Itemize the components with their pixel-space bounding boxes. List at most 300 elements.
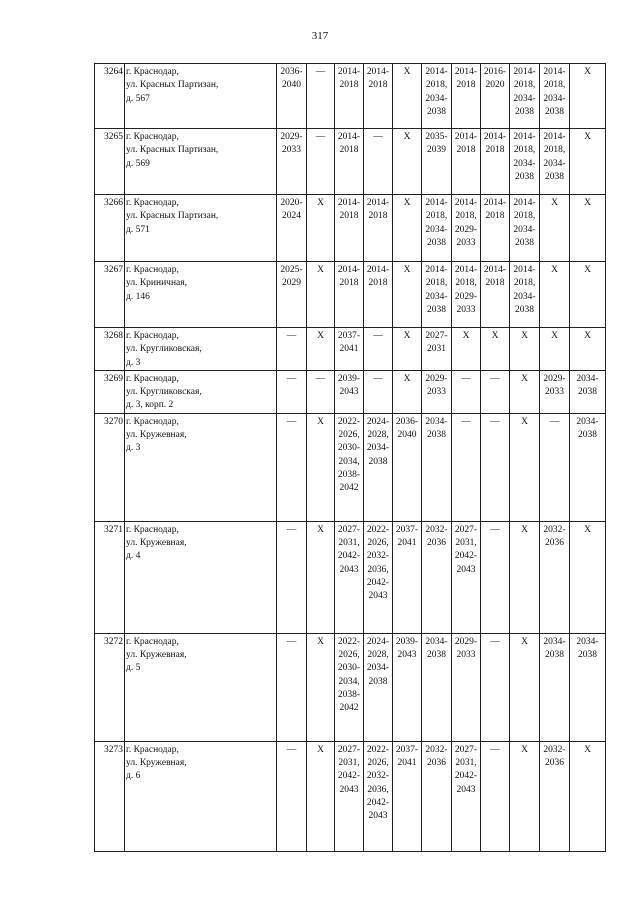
period-line: 2029- (280, 132, 303, 142)
period-line: 2043 (339, 387, 359, 398)
period-line: 2031, (338, 538, 360, 549)
period-line: — (461, 373, 471, 384)
period-cell (393, 129, 422, 195)
registry-table (94, 63, 606, 852)
period-line: 2039- (395, 636, 419, 647)
period-line: 2042- (337, 771, 361, 782)
period-line: 2032- (543, 744, 566, 755)
period-line: 2036 (545, 538, 564, 549)
period-line: X (584, 744, 591, 755)
table-row (95, 370, 606, 413)
period-line: 2018 (368, 278, 388, 289)
period-line: 2032- (425, 744, 448, 755)
period-line: 2018, (455, 278, 477, 289)
period-cell (277, 195, 307, 262)
period-line: X (521, 524, 528, 535)
period-line: 2020 (485, 80, 505, 91)
period-line: 2036 (545, 758, 564, 769)
period-cell (277, 633, 307, 741)
address-line: д. 567 (126, 93, 150, 104)
address-line: д. 5 (126, 663, 141, 674)
row-number: 3270 (95, 413, 125, 521)
period-cell (570, 195, 606, 262)
period-line: 2034- (425, 93, 448, 104)
period-line: 2034- (366, 663, 390, 674)
period-line: 2034, (338, 676, 360, 687)
period-cell (307, 64, 335, 129)
period-cell (570, 129, 606, 195)
period-line: 2033 (545, 387, 564, 398)
period-line: — (373, 373, 383, 384)
period-line: 2034- (425, 291, 448, 302)
address-line: ул. Криничная, (126, 278, 187, 289)
period-line: 2018 (339, 80, 359, 91)
period-line: 2043 (368, 811, 388, 822)
address-cell (125, 370, 277, 413)
period-line: 2036 (427, 538, 446, 549)
period-line: 2030- (337, 663, 361, 674)
period-line: 2014- (543, 67, 566, 77)
address-cell (125, 129, 277, 195)
address-line: г. Краснодар, (126, 373, 179, 384)
period-line: — (315, 132, 326, 142)
period-cell (393, 521, 422, 633)
period-cell (422, 741, 452, 851)
period-line: 2029- (454, 291, 478, 302)
period-line: X (403, 198, 411, 208)
period-cell (393, 413, 422, 521)
period-cell (422, 633, 452, 741)
address-line: г. Краснодар, (126, 636, 179, 647)
period-line: X (584, 524, 591, 535)
period-cell (364, 64, 393, 129)
period-cell (452, 741, 481, 851)
address-line: ул. Кружевная, (126, 758, 187, 769)
period-line: X (317, 524, 324, 535)
table-row (95, 413, 606, 521)
period-line: — (461, 416, 471, 427)
period-line: 2033 (456, 237, 476, 248)
period-line: 2038 (427, 430, 446, 441)
period-line: 2018, (513, 278, 536, 289)
address-line: ул. Красных Партизан, (126, 80, 219, 91)
period-cell (510, 413, 540, 521)
period-cell (393, 633, 422, 741)
period-line: 2032- (543, 524, 566, 535)
period-line: 2020- (280, 198, 303, 208)
period-line: 2042- (366, 577, 390, 588)
period-line: — (315, 373, 326, 384)
period-line: 2029- (543, 373, 566, 384)
period-line: 2018 (368, 80, 388, 91)
period-line: 2014- (337, 198, 361, 208)
period-cell (540, 633, 570, 741)
period-cell (481, 328, 510, 371)
period-line: 2014- (513, 198, 536, 208)
period-cell (422, 64, 452, 129)
address-cell (125, 413, 277, 521)
address-cell (125, 741, 277, 851)
period-cell (481, 521, 510, 633)
period-cell (570, 633, 606, 741)
period-cell (422, 129, 452, 195)
period-line: 2036, (367, 784, 389, 795)
period-cell (510, 262, 540, 328)
period-line: — (286, 373, 297, 384)
period-line: 2016- (483, 67, 507, 77)
period-line: 2014- (454, 265, 478, 275)
period-line: 2027- (337, 524, 361, 535)
table-row (95, 195, 606, 262)
period-line: — (286, 744, 297, 755)
period-line: 2018 (485, 145, 505, 156)
period-line: 2038 (427, 237, 446, 248)
period-cell (540, 262, 570, 328)
period-line: 2040 (397, 430, 417, 441)
period-line: 2027- (454, 524, 478, 535)
period-line: 2018 (456, 145, 476, 156)
period-line: 2018, (513, 80, 536, 91)
period-line: 2014- (366, 265, 390, 275)
period-line: 2014- (337, 265, 361, 275)
period-line: X (317, 416, 324, 427)
period-cell (307, 413, 335, 521)
address-cell (125, 262, 277, 328)
period-line: 2036, (367, 564, 389, 575)
period-line: 2038 (578, 387, 597, 398)
address-line: г. Краснодар, (126, 331, 179, 341)
period-cell (307, 741, 335, 851)
period-line: 2038 (515, 106, 534, 117)
period-line: 2014- (483, 132, 507, 142)
period-cell (510, 64, 540, 129)
period-cell (422, 521, 452, 633)
period-line: 2027- (425, 331, 448, 341)
period-line: 2026, (367, 758, 389, 769)
table-row (95, 633, 606, 741)
period-cell (540, 741, 570, 851)
period-line: — (286, 524, 297, 535)
period-line: X (317, 636, 324, 647)
period-line: 2014- (425, 67, 448, 77)
period-line: 2038 (427, 304, 446, 315)
period-line: 2014- (513, 265, 536, 275)
period-line: — (286, 416, 297, 427)
period-line: 2034- (543, 93, 566, 104)
period-cell (335, 741, 364, 851)
period-line: X (403, 331, 411, 341)
period-line: 2031, (455, 758, 477, 769)
period-cell (481, 64, 510, 129)
address-line: д. 569 (126, 158, 150, 169)
period-line: 2028, (367, 430, 389, 441)
period-line: 2022- (337, 416, 361, 427)
period-line: 2032- (366, 771, 390, 782)
address-line: д. 4 (126, 551, 141, 562)
period-cell (277, 413, 307, 521)
period-cell (335, 328, 364, 371)
period-line: 2040 (282, 80, 301, 91)
period-line: 2038 (545, 650, 564, 661)
period-line: — (490, 744, 500, 755)
period-line: 2026, (338, 650, 360, 661)
period-line: 2018 (339, 145, 359, 156)
period-line: 2025- (280, 265, 303, 275)
period-line: — (373, 331, 383, 341)
period-line: 2018, (425, 211, 448, 222)
period-line: 2029- (454, 224, 478, 235)
period-line: X (584, 198, 591, 208)
period-cell (307, 195, 335, 262)
period-cell (335, 195, 364, 262)
period-line: 2024- (366, 416, 390, 427)
period-cell (307, 370, 335, 413)
period-line: 2014- (425, 265, 448, 275)
period-line: X (521, 331, 528, 341)
period-cell (481, 413, 510, 521)
period-line: 2038- (337, 689, 361, 700)
period-line: X (584, 132, 591, 142)
address-cell (125, 195, 277, 262)
period-line: X (521, 416, 528, 427)
period-line: 2029 (282, 278, 301, 289)
period-cell (277, 64, 307, 129)
period-line: 2043 (456, 784, 476, 795)
period-line: 2033 (282, 145, 301, 156)
address-line: д. 3, корп. 2 (126, 400, 174, 411)
row-number: 3264 (95, 64, 125, 129)
period-cell (510, 195, 540, 262)
period-line: X (491, 331, 499, 341)
period-line: 2029- (454, 636, 478, 647)
period-cell (393, 741, 422, 851)
period-line: X (584, 67, 591, 77)
period-line: 2043 (368, 591, 388, 602)
period-cell (570, 521, 606, 633)
address-line: г. Краснодар, (126, 524, 179, 535)
period-line: X (403, 265, 411, 275)
period-cell (364, 521, 393, 633)
period-line: 2035- (425, 132, 448, 142)
period-cell (452, 262, 481, 328)
period-cell (335, 413, 364, 521)
period-cell (335, 262, 364, 328)
period-line: 2038 (545, 171, 564, 182)
table-row (95, 64, 606, 129)
period-cell (364, 129, 393, 195)
period-line: 2036 (427, 758, 446, 769)
period-line: 2018, (543, 80, 566, 91)
period-line: 2014- (483, 198, 507, 208)
period-cell (364, 741, 393, 851)
period-cell (510, 370, 540, 413)
period-cell (452, 328, 481, 371)
period-line: 2014- (513, 132, 536, 142)
period-cell (277, 741, 307, 851)
address-line: г. Краснодар, (126, 416, 179, 427)
address-line: ул. Красных Партизан, (126, 211, 219, 222)
period-line: — (490, 416, 500, 427)
period-line: 2031, (338, 758, 360, 769)
period-line: 2018, (513, 145, 536, 156)
period-cell (393, 64, 422, 129)
period-cell (452, 370, 481, 413)
period-line: 2032- (425, 524, 448, 535)
period-cell (540, 64, 570, 129)
period-line: 2014- (454, 132, 478, 142)
period-line: 2042- (366, 797, 390, 808)
period-line: 2014- (425, 198, 448, 208)
period-line: 2036- (395, 416, 419, 427)
period-line: X (521, 636, 528, 647)
period-line: X (521, 373, 528, 384)
period-line: X (584, 265, 591, 275)
address-line: г. Краснодар, (126, 132, 179, 142)
period-line: 2034- (576, 636, 599, 647)
period-line: X (317, 744, 324, 755)
period-line: 2018, (425, 80, 448, 91)
period-cell (277, 328, 307, 371)
period-line: — (286, 636, 297, 647)
period-cell (335, 633, 364, 741)
period-line: 2022- (366, 524, 390, 535)
period-line: 2034- (576, 373, 599, 384)
period-cell (540, 195, 570, 262)
period-line: 2042 (339, 703, 359, 714)
period-line: 2014- (337, 67, 361, 77)
period-cell (307, 129, 335, 195)
period-cell (540, 370, 570, 413)
row-number: 3272 (95, 633, 125, 741)
period-line: 2043 (339, 784, 359, 795)
period-line: 2037- (395, 524, 419, 535)
period-line: 2034- (513, 93, 536, 104)
period-line: 2018 (456, 80, 476, 91)
address-cell (125, 521, 277, 633)
period-line: 2034- (513, 224, 536, 235)
address-line: ул. Кругликовская, (126, 387, 202, 398)
period-cell (422, 413, 452, 521)
period-line: 2022- (366, 744, 390, 755)
period-line: 2031, (455, 538, 477, 549)
period-cell (510, 328, 540, 371)
period-line: 2042- (337, 551, 361, 562)
period-line: 2041 (397, 538, 417, 549)
period-line: 2043 (456, 564, 476, 575)
period-cell (335, 64, 364, 129)
period-line: X (551, 198, 558, 208)
period-line: 2043 (339, 564, 359, 575)
period-line: 2033 (456, 650, 476, 661)
period-line: 2014- (454, 198, 478, 208)
address-line: д. 571 (126, 224, 150, 235)
period-cell (277, 262, 307, 328)
period-line: 2034- (366, 443, 390, 454)
period-line: 2014- (366, 198, 390, 208)
period-line: X (403, 373, 411, 384)
period-line: 2039 (427, 145, 446, 156)
table-row (95, 741, 606, 851)
period-cell (481, 633, 510, 741)
period-line: 2024- (366, 636, 390, 647)
period-line: 2027- (454, 744, 478, 755)
period-cell (570, 741, 606, 851)
period-line: 2014- (366, 67, 390, 77)
period-line: — (490, 524, 500, 535)
period-line: 2037- (395, 744, 419, 755)
period-cell (540, 521, 570, 633)
row-number: 3265 (95, 129, 125, 195)
period-line: 2022- (337, 636, 361, 647)
period-cell (510, 129, 540, 195)
period-cell (570, 328, 606, 371)
period-cell (510, 741, 540, 851)
period-line: X (462, 331, 470, 341)
row-number: 3273 (95, 741, 125, 851)
address-line: д. 3 (126, 443, 141, 454)
period-line: 2036- (280, 67, 303, 77)
period-line: 2018 (485, 211, 505, 222)
period-line: — (315, 67, 326, 77)
address-line: д. 3 (126, 357, 141, 368)
period-line: 2014- (483, 265, 507, 275)
period-cell (510, 633, 540, 741)
period-line: 2027- (337, 744, 361, 755)
address-line: д. 6 (126, 771, 141, 782)
period-line: 2032- (366, 551, 390, 562)
period-line: 2038 (427, 106, 446, 117)
period-line: 2038 (427, 650, 446, 661)
period-line: 2018 (368, 211, 388, 222)
period-cell (364, 328, 393, 371)
period-cell (540, 413, 570, 521)
period-line: — (490, 636, 500, 647)
period-cell (364, 633, 393, 741)
period-line: 2029- (425, 373, 448, 384)
period-cell (277, 370, 307, 413)
address-line: г. Краснодар, (126, 744, 179, 755)
period-line: 2018 (485, 278, 505, 289)
period-cell (422, 370, 452, 413)
period-line: 2038 (578, 430, 597, 441)
period-line: 2034- (513, 158, 536, 169)
period-line: 2034- (543, 636, 566, 647)
period-cell (393, 370, 422, 413)
period-cell (570, 370, 606, 413)
period-cell (452, 129, 481, 195)
address-line: ул. Красных Партизан, (126, 145, 219, 156)
period-line: 2042- (454, 551, 478, 562)
period-line: 2042 (339, 483, 359, 494)
period-line: X (403, 132, 411, 142)
period-line: 2024 (282, 211, 301, 222)
period-cell (540, 129, 570, 195)
period-line: 2031 (427, 344, 446, 355)
period-line: X (584, 331, 591, 341)
period-line: 2018, (513, 211, 536, 222)
period-cell (481, 129, 510, 195)
period-line: 2026, (338, 430, 360, 441)
period-line: — (490, 373, 500, 384)
period-line: 2018, (425, 278, 448, 289)
period-line: 2034- (576, 416, 599, 427)
period-line: 2014- (543, 132, 566, 142)
address-cell (125, 64, 277, 129)
period-line: 2038 (515, 237, 534, 248)
period-cell (570, 262, 606, 328)
period-cell (364, 195, 393, 262)
period-cell (277, 129, 307, 195)
